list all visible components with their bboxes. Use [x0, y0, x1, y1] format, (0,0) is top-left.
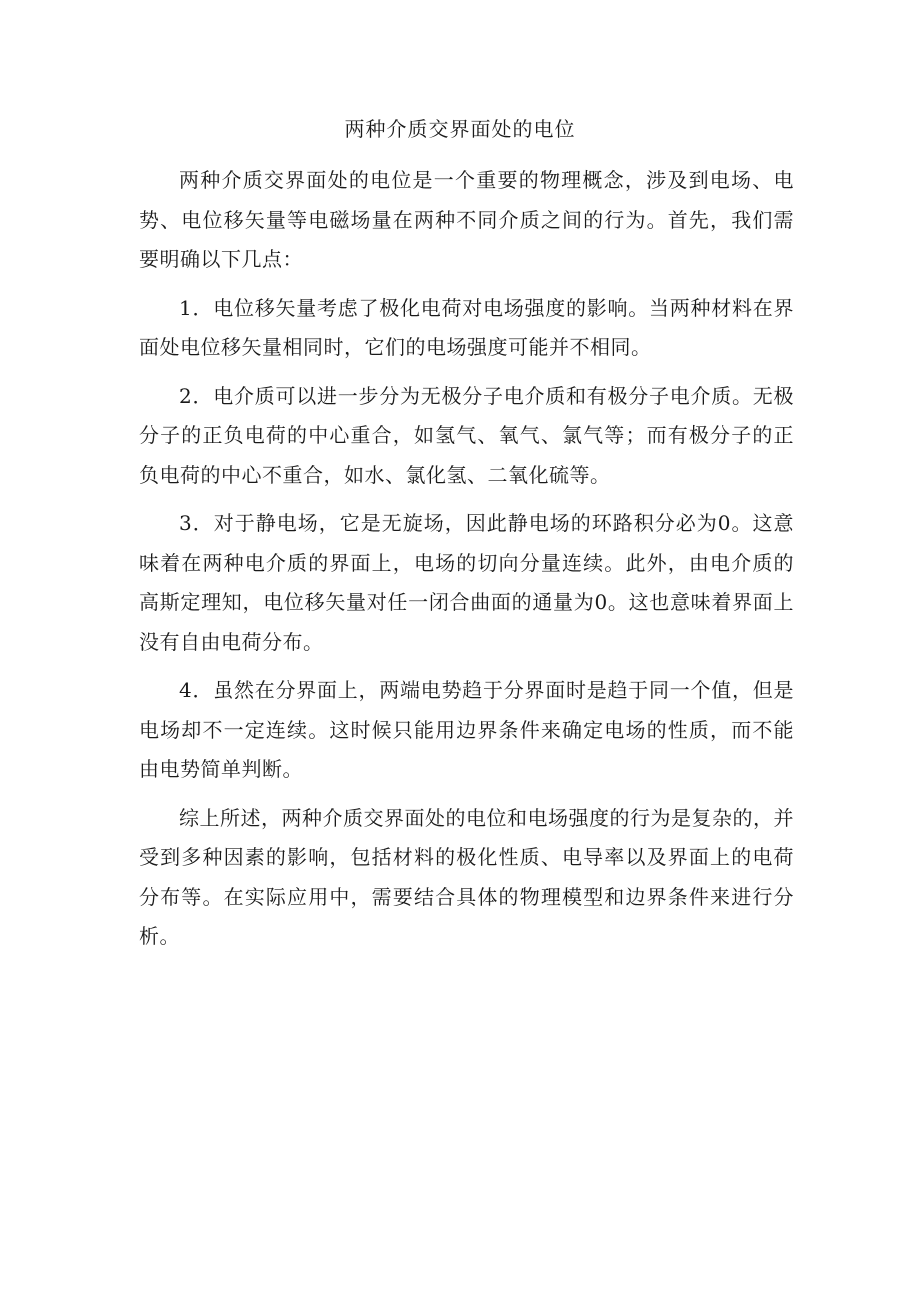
point-4-paragraph: 4．虽然在分界面上，两端电势趋于分界面时是趋于同一个值，但是电场却不一定连续。这时候只能用边界条件来确定电场的性质，而不能由电势简单判断。 — [139, 678, 794, 781]
point-2-paragraph: 2．电介质可以进一步分为无极分子电介质和有极分子电介质。无极分子的正负电荷的中心重合，如氢气、氧气、氯气等；而有极分子的正负电荷的中心不重合，如水、氯化氢、二氧化硫等。 — [139, 383, 794, 487]
summary-paragraph: 综上所述，两种介质交界面处的电位和电场强度的行为是复杂的，并受到多种因素的影响，包括材料的极化性质、电导率以及界面上的电荷分布等。在实际应用中，需要结合具体的物理模型和边界条件来进行分析。 — [139, 805, 794, 948]
intro-paragraph: 两种介质交界面处的电位是一个重要的物理概念，涉及到电场、电势、电位移矢量等电磁场量在两种不同介质之间的行为。首先，我们需要明确以下几点： — [139, 168, 794, 271]
document-body — [139, 161, 794, 966]
document-title: 两种介质交界面处的电位 — [344, 117, 576, 141]
point-3-paragraph: 3．对于静电场，它是无旋场，因此静电场的环路积分必为0。这意味着在两种电介质的界面上，电场的切向分量连续。此外，由电介质的高斯定理知，电位移矢量对任一闭合曲面的通量为0。这也意味着界面上没有自由电荷分布。 — [139, 511, 794, 654]
point-1-paragraph: 1．电位移矢量考虑了极化电荷对电场强度的影响。当两种材料在界面处电位移矢量相同时，它们的电场强度可能并不相同。 — [139, 295, 794, 359]
